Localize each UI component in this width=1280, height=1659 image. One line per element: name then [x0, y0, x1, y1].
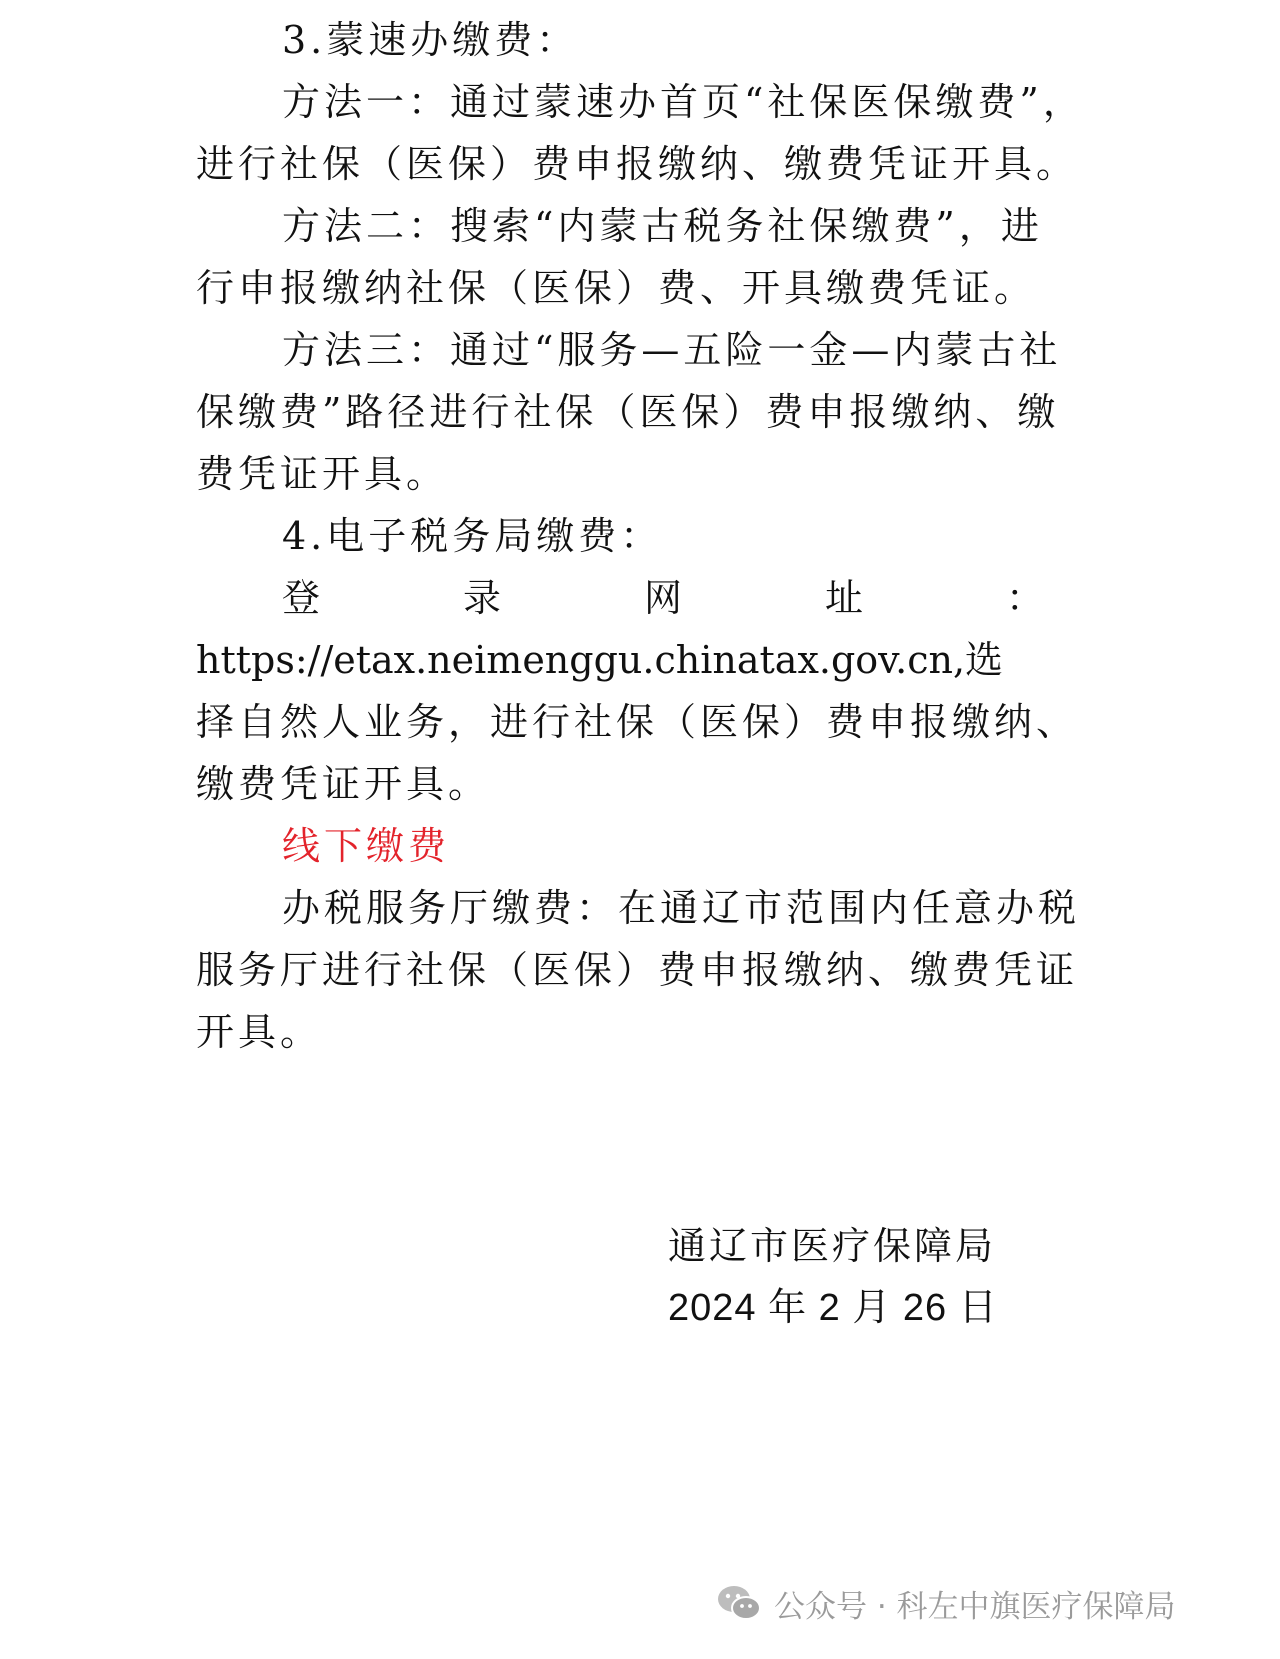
method-1-line-2: 进行社保（医保）费申报缴纳、缴费凭证开具。 — [196, 142, 1079, 186]
signature-date: 2024 年 2 月 26 日 — [668, 1287, 998, 1329]
section-4-heading: 4.电子税务局缴费： — [282, 514, 663, 558]
method-2-line-2: 行申报缴纳社保（医保）费、开具缴费凭证。 — [196, 266, 1037, 310]
hall-line-3: 开具。 — [196, 1010, 323, 1054]
watermark-text: 公众号 · 科左中旗医疗保障局 — [774, 1588, 1176, 1625]
method-3-line-2: 保缴费”路径进行社保（医保）费申报缴纳、缴 — [196, 390, 1060, 434]
hall-line-2: 服务厅进行社保（医保）费申报缴纳、缴费凭证 — [196, 948, 1079, 992]
signature-org: 通辽市医疗保障局 — [668, 1224, 997, 1268]
method-3-line-3: 费凭证开具。 — [196, 452, 449, 496]
login-label-char: ： — [1005, 576, 1048, 620]
login-label-char: 登 — [282, 576, 325, 620]
watermark — [716, 1581, 1176, 1625]
hall-line-1: 办税服务厅缴费：在通辽市范围内任意办税 — [282, 886, 1081, 930]
offline-payment-heading: 线下缴费 — [282, 824, 451, 868]
section-3-heading: 3.蒙速办缴费： — [282, 18, 579, 62]
login-url-label — [282, 576, 1048, 620]
etax-url-line: https://etax.neimenggu.chinatax.gov.cn,选 — [196, 638, 1004, 682]
login-label-char: 址 — [824, 576, 867, 620]
method-1-line-1: 方法一：通过蒙速办首页“社保医保缴费”， — [282, 80, 1085, 124]
method-3-line-1: 方法三：通过“服务—五险一金—内蒙古社 — [282, 328, 1062, 372]
login-label-char: 网 — [643, 576, 686, 620]
login-label-char: 录 — [462, 576, 505, 620]
method-2-line-1: 方法二：搜索“内蒙古税务社保缴费”，进 — [282, 204, 1043, 248]
etax-line-3: 缴费凭证开具。 — [196, 762, 491, 806]
etax-line-2: 择自然人业务，进行社保（医保）费申报缴纳、 — [196, 700, 1079, 744]
wechat-icon — [716, 1583, 762, 1623]
